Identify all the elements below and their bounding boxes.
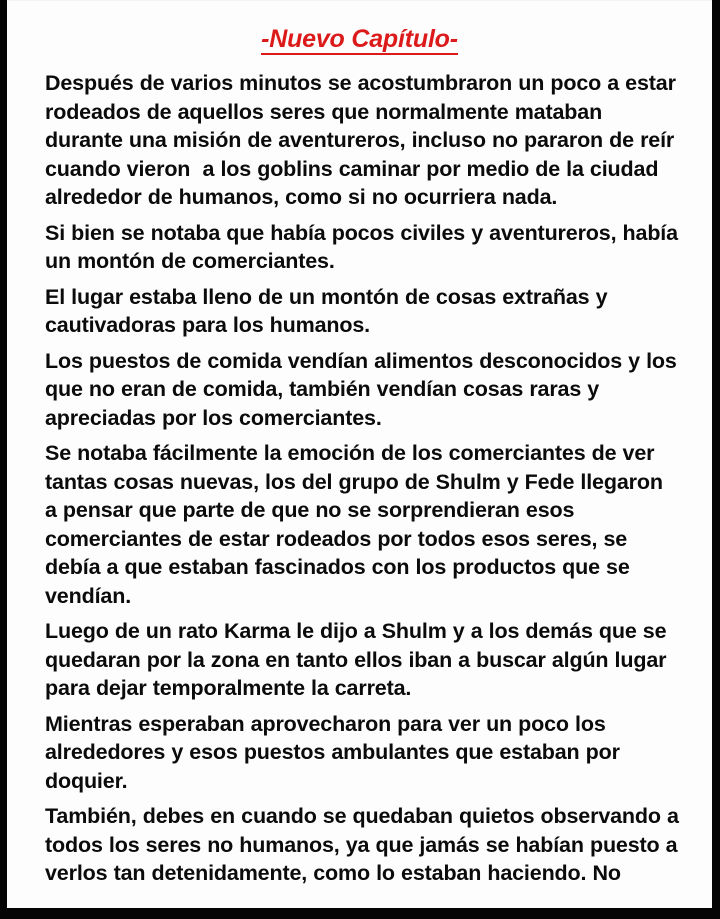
- page-border-left: [0, 0, 7, 919]
- chapter-title-text: -Nuevo Capítulo-: [261, 25, 458, 53]
- paragraph: Luego de un rato Karma le dijo a Shulm y a los demás que se quedaran por la zona en tanto ellos iban a buscar algún lugar para dejar temporalmente la carreta.: [45, 619, 673, 700]
- paragraph: Si bien se notaba que había pocos civiles y aventureros, había un montón de comerciantes.: [45, 220, 685, 273]
- body-text: [7, 55, 712, 888]
- paragraph: Después de varios minutos se acostumbraron un poco a estar rodeados de aquellos seres que normalmente mataban durante una misión de aventureros, incluso no pararon de reír cuando vieron a los goblins caminar por medio de la ciudad alrededor de humanos, como si no ocurriera nada.: [45, 71, 682, 209]
- page-border-right: [712, 0, 720, 919]
- page-border-bottom: [0, 908, 720, 919]
- paragraph: Se notaba fácilmente la emoción de los comerciantes de ver tantas cosas nuevas, los del grupo de Shulm y Fede llegaron a pensar que parte de que no se sorprendieran esos comerciantes de estar rodeados por todos esos seres, se debía a que estaban fascinados con los productos que se vendían.: [45, 441, 669, 608]
- paragraph: Los puestos de comida vendían alimentos desconocidos y los que no eran de comida, también vendían cosas raras y apreciadas por los comerciantes.: [45, 348, 683, 430]
- paragraph: Mientras esperaban aprovecharon para ver un poco los alrededores y esos puestos ambulantes que estaban por doquier.: [45, 711, 626, 793]
- chapter-title: [7, 1, 712, 55]
- paragraph: También, debes en cuando se quedaban quietos observando a todos los seres no humanos, ya que jamás se habían puesto a verlos tan detenidamente, como lo estaban haciendo. No: [45, 804, 685, 885]
- document-sheet: [7, 1, 712, 908]
- paragraph: El lugar estaba lleno de un montón de cosas extrañas y cautivadoras para los humanos.: [45, 284, 614, 337]
